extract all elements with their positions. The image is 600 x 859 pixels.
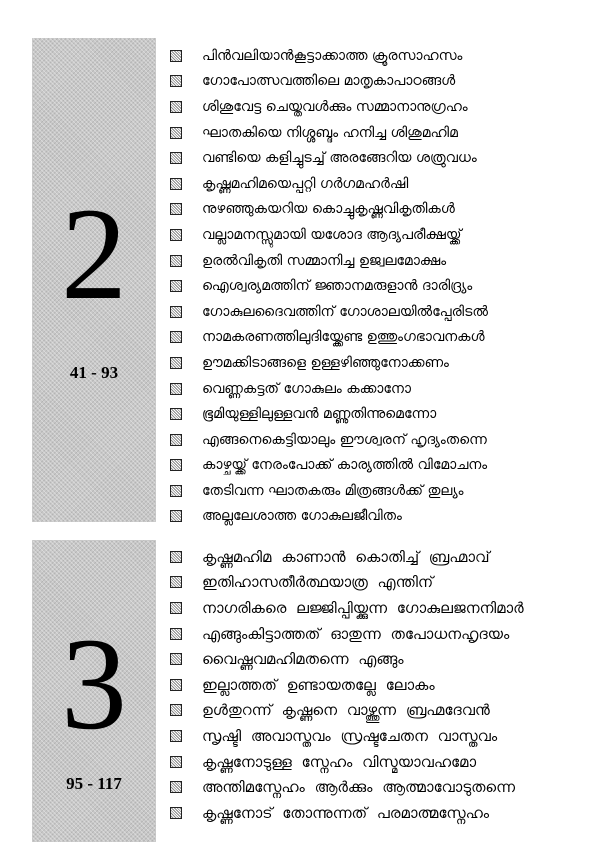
toc-entry-title: വണ്ടിയെ കളിച്ചുടച്ച് അരങ്ങേറിയ ശത്രുവധം xyxy=(202,150,477,167)
checkbox-icon[interactable] xyxy=(170,756,182,768)
toc-entry-title: നാമകരണത്തിലുദിയ്ക്കേണ്ട ഉത്തുംഗഭാവനകൾ xyxy=(202,329,485,346)
toc-entry-title: തേടിവന്ന ഘാതകരും മിത്രങ്ങൾക്ക് തുല്യം xyxy=(202,482,464,499)
checkbox-icon[interactable] xyxy=(170,730,182,742)
toc-entry[interactable] xyxy=(170,350,488,376)
checkbox-icon[interactable] xyxy=(170,704,182,716)
toc-entry[interactable] xyxy=(170,570,524,596)
toc-entry[interactable] xyxy=(170,273,488,299)
toc-entry[interactable] xyxy=(170,544,524,570)
checkbox-icon[interactable] xyxy=(170,178,182,190)
toc-entry-title: ഗോപോത്സവത്തിലെ മാതൃകാപാഠങ്ങൾ xyxy=(202,73,456,90)
toc-entry[interactable] xyxy=(170,427,488,453)
checkbox-icon[interactable] xyxy=(170,75,182,87)
toc-entry[interactable] xyxy=(170,800,524,826)
chapter-3-panel xyxy=(32,540,156,842)
checkbox-icon[interactable] xyxy=(170,576,182,588)
toc-entry-title: ഘാതകിയെ നിശ്ശബ്ദം ഹനിച്ച ശിശുമഹിമ xyxy=(202,124,458,141)
page-range: 41 - 93 xyxy=(69,363,119,382)
toc-entry[interactable] xyxy=(170,774,524,800)
checkbox-icon[interactable] xyxy=(170,551,182,563)
toc-entry[interactable] xyxy=(170,646,524,672)
checkbox-icon[interactable] xyxy=(170,653,182,665)
toc-entry[interactable] xyxy=(170,171,488,197)
checkbox-icon[interactable] xyxy=(170,679,182,691)
toc-entry-title: ഉൾതുറന്ന് കൃഷ്ണനെ വാഴ്ത്തുന്ന ബ്രഹ്മദേവൻ xyxy=(202,701,490,720)
toc-entry[interactable] xyxy=(170,222,488,248)
toc-entry-title: എങ്ങുംകിട്ടാത്തത് ഓതുന്ന തപോധനഹൃദയം xyxy=(202,624,510,643)
checkbox-icon[interactable] xyxy=(170,306,182,318)
checkbox-icon[interactable] xyxy=(170,255,182,267)
toc-entry-title: എങ്ങനെകെട്ടിയാലും ഈശ്വരന് ഹൃദ്യംതന്നെ xyxy=(202,431,487,448)
toc-entry-title: വല്ലാമനസ്സുമായി യശോദ ആദ്യപരീക്ഷയ്ക്ക് xyxy=(202,226,462,243)
toc-entry[interactable] xyxy=(170,698,524,724)
toc-entry-title: സൃഷ്ടി അവാസ്തവം സ്രഷ്ടചേതന വാസ്തവം xyxy=(202,726,498,745)
checkbox-icon[interactable] xyxy=(170,459,182,471)
toc-entry-title: അല്ലലേശാത്ത ഗോകുലജീവിതം xyxy=(202,508,402,525)
toc-entry[interactable] xyxy=(170,120,488,146)
toc-entry-title: ഉരൽവികൃതി സമ്മാനിച്ച ഉജ്വലമോക്ഷം xyxy=(202,252,447,269)
toc-entry[interactable] xyxy=(170,248,488,274)
checkbox-icon[interactable] xyxy=(170,203,182,215)
checkbox-icon[interactable] xyxy=(170,602,182,614)
checkbox-icon[interactable] xyxy=(170,408,182,420)
toc-entry[interactable] xyxy=(170,69,488,95)
toc-entry-title: ഗോകുലദൈവത്തിന് ഗോശാലയിൽപ്പേരിടൽ xyxy=(202,303,488,320)
toc-entry[interactable] xyxy=(170,723,524,749)
checkbox-icon[interactable] xyxy=(170,331,182,343)
toc-entry[interactable] xyxy=(170,478,488,504)
toc-entry[interactable] xyxy=(170,401,488,427)
toc-entry-title: ഭൂമിയുള്ളിലുള്ളവൻ മണ്ണുതിന്നുമെന്നോ xyxy=(202,406,437,423)
toc-entry[interactable] xyxy=(170,595,524,621)
checkbox-icon[interactable] xyxy=(170,628,182,640)
toc-entry-title: കൃഷ്ണമഹിമയെപ്പറ്റി ഗർഗമഹർഷി xyxy=(202,175,409,192)
checkbox-icon[interactable] xyxy=(170,229,182,241)
checkbox-icon[interactable] xyxy=(170,127,182,139)
toc-entry[interactable] xyxy=(170,504,488,530)
toc-entry[interactable] xyxy=(170,453,488,479)
checkbox-icon[interactable] xyxy=(170,152,182,164)
checkbox-icon[interactable] xyxy=(170,485,182,497)
toc-entry-title: കാഴ്ചയ്ക്ക് നേരംപോക്ക് കാര്യത്തിൽ വിമോചനം xyxy=(202,457,488,474)
toc-entry[interactable] xyxy=(170,197,488,223)
chapter-number: 2 xyxy=(61,180,127,327)
toc-entry[interactable] xyxy=(170,43,488,69)
toc-entry-title: അന്തിമസ്നേഹം ആർക്കും ആത്മാവോടുതന്നെ xyxy=(202,778,516,797)
toc-entry[interactable] xyxy=(170,621,524,647)
checkbox-icon[interactable] xyxy=(170,357,182,369)
toc-entry-title: വെണ്ണകട്ടത് ഗോകുലം കക്കാനോ xyxy=(202,380,411,397)
toc-entry-title: നുഴഞ്ഞുകയറിയ കൊച്ചുകൃഷ്ണവികൃതികൾ xyxy=(202,201,455,218)
toc-entry-title: വൈഷ്ണവമഹിമതന്നെ എങ്ങും xyxy=(202,650,404,669)
toc-entry[interactable] xyxy=(170,672,524,698)
toc-entry-title: കൃഷ്ണനോട് തോന്നുന്നത് പരമാത്മസ്നേഹം xyxy=(202,803,490,822)
chapter-2-panel xyxy=(32,38,156,522)
page-range: 95 - 117 xyxy=(66,774,122,793)
checkbox-icon[interactable] xyxy=(170,50,182,62)
toc-entry-title: ഊമക്കിടാങ്ങളെ ഉള്ളഴിഞ്ഞുനോക്കണം xyxy=(202,354,449,371)
toc-entry-title: കൃഷ്ണമഹിമ കാണാൻ കൊതിച്ച് ബ്രഹ്മാവ് xyxy=(202,547,490,566)
toc-entry-title: ഐശ്വര്യമത്തിന് ജ്ഞാനമരുളാൻ ദാരിദ്ര്യം xyxy=(202,278,473,295)
checkbox-icon[interactable] xyxy=(170,101,182,113)
toc-entry[interactable] xyxy=(170,749,524,775)
toc-entry-title: പിൻവലിയാൻകൂട്ടാക്കാത്ത ക്രൂരസാഹസം xyxy=(202,47,463,64)
chapter-3-contents xyxy=(170,544,524,826)
toc-entry-title: ശിശുവേട്ട ചെയ്തവൾക്കും സമ്മാനാനുഗ്രഹം xyxy=(202,98,468,115)
chapter-number: 3 xyxy=(61,610,127,757)
toc-entry-title: ഇതിഹാസതീർത്ഥയാത്ര എന്തിന് xyxy=(202,573,434,592)
checkbox-icon[interactable] xyxy=(170,510,182,522)
checkbox-icon[interactable] xyxy=(170,280,182,292)
toc-entry[interactable] xyxy=(170,145,488,171)
toc-entry-title: നാഗരികരെ ലജ്ജിപ്പിയ്ക്കുന്ന ഗോകുലജനനിമാർ xyxy=(202,598,524,617)
checkbox-icon[interactable] xyxy=(170,383,182,395)
chapter-2-contents xyxy=(170,43,488,529)
toc-entry-title: കൃഷ്ണനോടുള്ള സ്നേഹം വിസ്മയാവഹമോ xyxy=(202,752,477,771)
toc-entry[interactable] xyxy=(170,299,488,325)
checkbox-icon[interactable] xyxy=(170,434,182,446)
toc-entry-title: ഇല്ലാത്തത് ഉണ്ടായതല്ലേ ലോകം xyxy=(202,675,435,694)
checkbox-icon[interactable] xyxy=(170,807,182,819)
toc-entry[interactable] xyxy=(170,94,488,120)
toc-entry[interactable] xyxy=(170,325,488,351)
toc-entry[interactable] xyxy=(170,376,488,402)
checkbox-icon[interactable] xyxy=(170,781,182,793)
